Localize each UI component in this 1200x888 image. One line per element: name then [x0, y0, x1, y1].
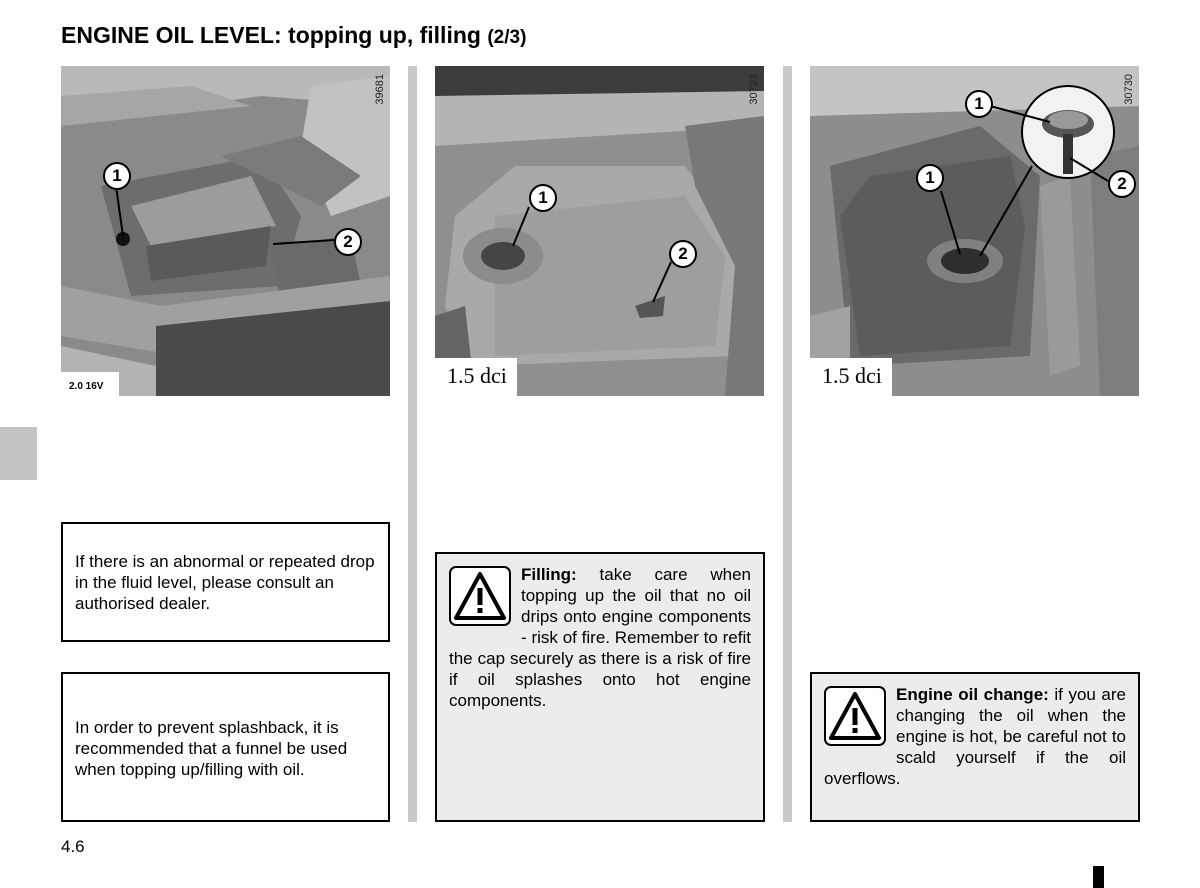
- warning-triangle-icon: [449, 566, 511, 626]
- filling-warning: [435, 552, 765, 822]
- end-of-section-mark: [1093, 866, 1104, 888]
- page-title: [61, 22, 526, 49]
- engine-bay-illustration: [435, 66, 764, 396]
- photo-reference: 39681: [374, 74, 386, 105]
- callout-1: 1: [103, 162, 131, 190]
- callout-1-cap: 1: [965, 90, 993, 118]
- engine-label: 2.0 16V: [61, 372, 119, 396]
- abnormal-drop-note: If there is an abnormal or repeated drop in the fluid level, please consult an authorised dealer.: [61, 522, 390, 642]
- callout-1: 1: [916, 164, 944, 192]
- title-main: ENGINE OIL LEVEL: topping up, filling: [61, 22, 481, 48]
- oil-change-warning-heading: Engine oil change:: [896, 685, 1049, 704]
- filling-warning-text: take care when topping up the oil that no oil drips onto engine components - risk of fire. Remember to refit the cap securely as there is a risk of fire if oil splashes onto hot engine components.: [449, 565, 751, 710]
- filling-warning-heading: Filling:: [521, 565, 577, 584]
- callout-2: 2: [1108, 170, 1136, 198]
- title-part: (2/3): [487, 27, 527, 48]
- callout-2: 2: [334, 228, 362, 256]
- engine-photo-2-0-16v: [61, 66, 390, 396]
- callout-1: 1: [529, 184, 557, 212]
- callout-2: 2: [669, 240, 697, 268]
- oil-change-warning-text: if you are changing the oil when the engine is hot, be careful not to scald yourself if the oil overflows.: [824, 685, 1126, 788]
- funnel-note: In order to prevent splashback, it is recommended that a funnel be used when topping up/filling with oil.: [61, 672, 390, 822]
- column-separator: [408, 66, 417, 822]
- engine-photo-1-5-dci-a: [435, 66, 764, 396]
- engine-label: 1.5 dci: [810, 358, 892, 396]
- engine-photo-1-5-dci-b: [810, 66, 1139, 396]
- engine-label: 1.5 dci: [435, 358, 517, 396]
- oil-change-warning: [810, 672, 1140, 822]
- photo-reference: 30723: [748, 74, 760, 105]
- section-tab: [0, 427, 37, 480]
- warning-triangle-icon: [824, 686, 886, 746]
- photo-reference: 30730: [1123, 74, 1135, 105]
- column-separator: [783, 66, 792, 822]
- page-number: 4.6: [61, 837, 85, 856]
